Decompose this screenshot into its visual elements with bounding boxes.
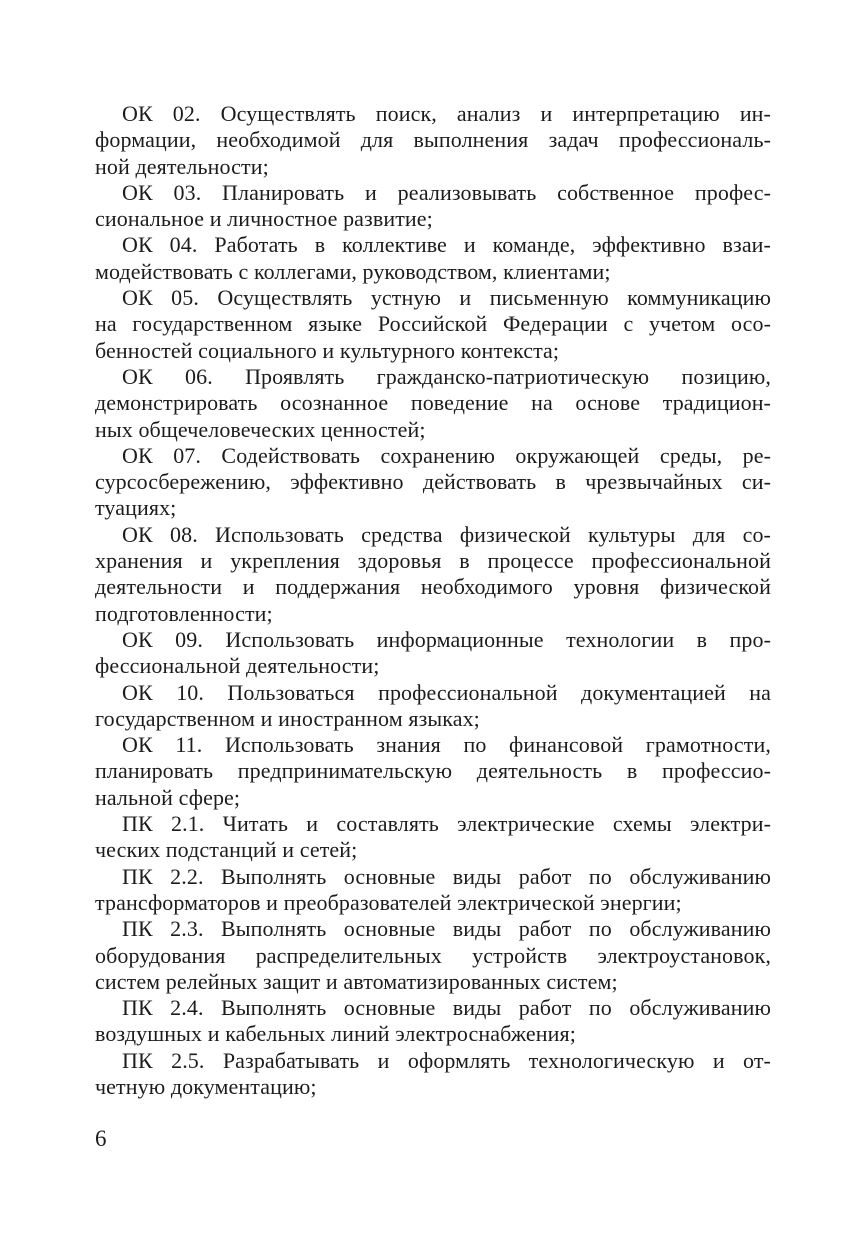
page-number: 6 <box>95 1126 107 1151</box>
text-line: формации, необходимой для выполнения задач профессиональ- <box>95 127 771 153</box>
text-line: бенностей социального и культурного контекста; <box>95 337 560 363</box>
text-line: туациях; <box>95 495 177 521</box>
text-line: ОК 02. Осуществлять поиск, анализ и интерпретацию ин- <box>122 101 771 126</box>
text-line: ОК 11. Использовать знания по финансовой грамотности, <box>122 732 771 758</box>
text-line: ОК 08. Использовать средства физической культуры для со- <box>122 521 771 547</box>
text-line: на государственном языке Российской Федерации с учетом осо- <box>95 311 771 337</box>
text-line: ОК 04. Работать в коллективе и команде, эффективно взаи- <box>122 232 771 258</box>
text-line: ПК 2.4. Выполнять основные виды работ по обслуживанию <box>122 995 771 1021</box>
text-line: ПК 2.5. Разрабатывать и оформлять технологическую и от- <box>122 1047 771 1073</box>
text-line: ОК 03. Планировать и реализовывать собственное профес- <box>122 179 771 205</box>
text-line: деятельности и поддержания необходимого уровня физической <box>95 574 771 600</box>
text-line: ПК 2.2. Выполнять основные виды работ по обслуживанию <box>122 863 771 889</box>
text-line: ной деятельности; <box>95 153 269 179</box>
text-line: фессиональной деятельности; <box>95 653 380 679</box>
text-line: ческих подстанций и сетей; <box>95 837 358 863</box>
text-line: систем релейных защит и автоматизированных систем; <box>95 968 618 994</box>
text-line: ОК 05. Осуществлять устную и письменную коммуникацию <box>122 285 771 311</box>
paragraph <box>95 732 771 811</box>
text-line: подготовленности; <box>95 600 273 626</box>
text-line: оборудования распределительных устройств электроустановок, <box>95 942 771 968</box>
text-line: государственном и иностранном языках; <box>95 705 480 731</box>
text-line: хранения и укрепления здоровья в процессе профессиональной <box>95 548 771 574</box>
text-line: ПК 2.1. Читать и составлять электрические схемы электри- <box>122 811 771 837</box>
text-line: трансформаторов и преобразователей электрической энергии; <box>95 889 682 915</box>
text-line: ных общечеловеческих ценностей; <box>95 416 426 442</box>
paragraph <box>95 680 771 733</box>
text-line: ОК 09. Использовать информационные технологии в про- <box>122 626 771 652</box>
text-line: сурсосбережению, эффективно действовать в чрезвычайных си- <box>95 469 771 495</box>
text-line: демонстрировать осознанное поведение на основе традицион- <box>95 390 771 416</box>
text-line: ОК 06. Проявлять гражданско-патриотическую позицию, <box>122 363 771 389</box>
text-line: модействовать с коллегами, руководством, клиентами; <box>95 258 611 284</box>
paragraph <box>95 916 771 995</box>
paragraph <box>95 1048 771 1101</box>
text-line: планировать предпринимательскую деятельность в профессио- <box>95 758 771 784</box>
paragraph <box>95 522 771 627</box>
paragraph <box>95 101 771 180</box>
page-text <box>95 101 771 1100</box>
paragraph <box>95 864 771 917</box>
text-line: четную документацию; <box>95 1073 317 1099</box>
paragraph <box>95 995 771 1048</box>
paragraph <box>95 811 771 864</box>
paragraph <box>95 285 771 364</box>
text-line: сиональное и личностное развитие; <box>95 206 433 232</box>
paragraph <box>95 627 771 680</box>
paragraph <box>95 443 771 522</box>
paragraph <box>95 364 771 443</box>
text-line: ОК 10. Пользоваться профессиональной документацией на <box>122 679 771 705</box>
text-line: воздушных и кабельных линий электроснабжения; <box>95 1021 576 1047</box>
text-line: нальной сфере; <box>95 784 241 810</box>
paragraph <box>95 180 771 233</box>
paragraph <box>95 232 771 285</box>
text-line: ОК 07. Содействовать сохранению окружающей среды, ре- <box>122 442 771 468</box>
text-line: ПК 2.3. Выполнять основные виды работ по обслуживанию <box>122 916 771 942</box>
